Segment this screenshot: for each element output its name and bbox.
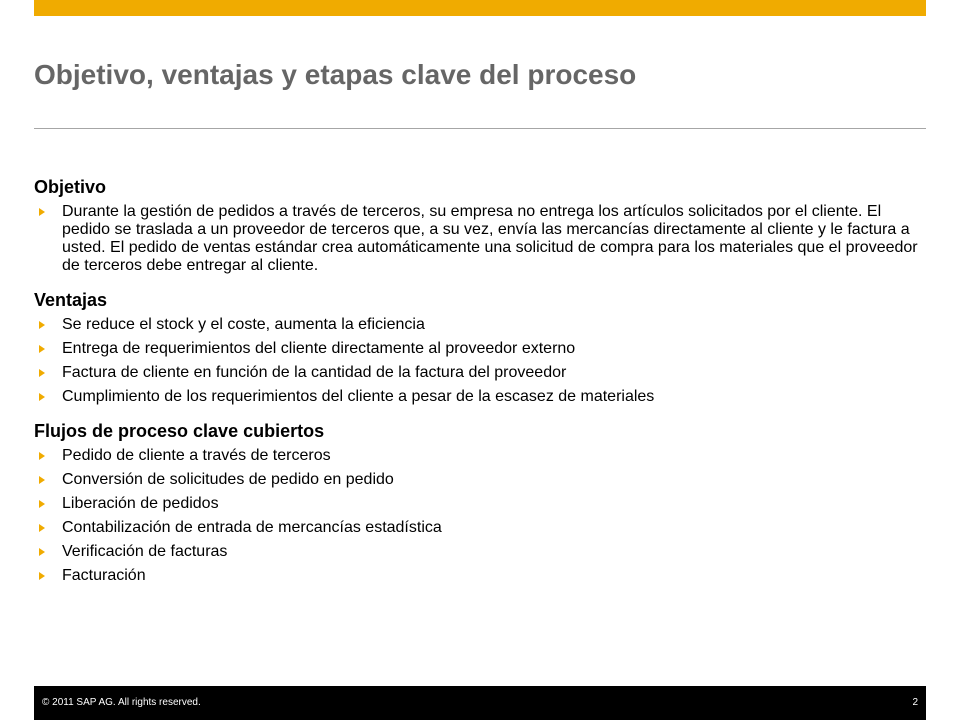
bullet-item <box>34 468 926 492</box>
triangle-bullet-icon <box>39 369 45 377</box>
bullet-list <box>34 444 926 588</box>
bullet-text: Cumplimiento de los requerimientos del cliente a pesar de la escasez de materiales <box>62 388 655 405</box>
triangle-bullet-icon <box>39 208 45 216</box>
title-divider <box>34 128 926 129</box>
bullet-text: Entrega de requerimientos del cliente directamente al proveedor externo <box>62 340 576 357</box>
section-objetivo <box>34 175 926 278</box>
bullet-list <box>34 313 926 409</box>
bullet-text: Pedido de cliente a través de terceros <box>62 447 331 464</box>
triangle-bullet-icon <box>39 572 45 580</box>
bullet-text: Facturación <box>62 567 146 584</box>
bullet-text: Factura de cliente en función de la cantidad de la factura del proveedor <box>62 364 567 381</box>
bullet-item <box>34 516 926 540</box>
triangle-bullet-icon <box>39 321 45 329</box>
section-ventajas <box>34 288 926 409</box>
triangle-bullet-icon <box>39 524 45 532</box>
bullet-item <box>34 492 926 516</box>
triangle-bullet-icon <box>39 393 45 401</box>
footer-bar <box>34 686 926 720</box>
bullet-item <box>34 385 926 409</box>
bullet-item <box>34 564 926 588</box>
section-heading: Ventajas <box>34 290 108 310</box>
bullet-item <box>34 337 926 361</box>
bullet-text: Se reduce el stock y el coste, aumenta la eficiencia <box>62 316 425 333</box>
triangle-bullet-icon <box>39 476 45 484</box>
bullet-item <box>34 200 926 278</box>
bullet-item <box>34 361 926 385</box>
page-number: 2 <box>912 697 918 708</box>
triangle-bullet-icon <box>39 500 45 508</box>
slide-title: Objetivo, ventajas y etapas clave del proceso <box>34 59 637 90</box>
bullet-item <box>34 444 926 468</box>
section-heading: Objetivo <box>34 177 107 197</box>
bullet-text: Liberación de pedidos <box>62 495 219 512</box>
bullet-list <box>34 200 926 278</box>
section-heading: Flujos de proceso clave cubiertos <box>34 421 325 441</box>
bullet-text: Verificación de facturas <box>62 543 228 560</box>
triangle-bullet-icon <box>39 452 45 460</box>
triangle-bullet-icon <box>39 548 45 556</box>
top-accent-bar <box>34 0 926 16</box>
section-flujos <box>34 419 926 588</box>
bullet-text: Conversión de solicitudes de pedido en pedido <box>62 471 394 488</box>
copyright-notice: © 2011 SAP AG. All rights reserved. <box>42 697 201 708</box>
bullet-item <box>34 313 926 337</box>
bullet-item <box>34 540 926 564</box>
slide-content <box>34 175 926 588</box>
bullet-text: Durante la gestión de pedidos a través de terceros, su empresa no entrega los artículos solicitados por el cliente. El pedido se traslada a un proveedor de terceros que, a su vez, envía las mercancías directamente al cliente y le factura a usted. El pedido de ventas estándar crea automáticamente una solicitud de compra para los materiales que el proveedor de terceros debe entregar al cliente. <box>62 203 918 274</box>
triangle-bullet-icon <box>39 345 45 353</box>
bullet-text: Contabilización de entrada de mercancías estadística <box>62 519 442 536</box>
